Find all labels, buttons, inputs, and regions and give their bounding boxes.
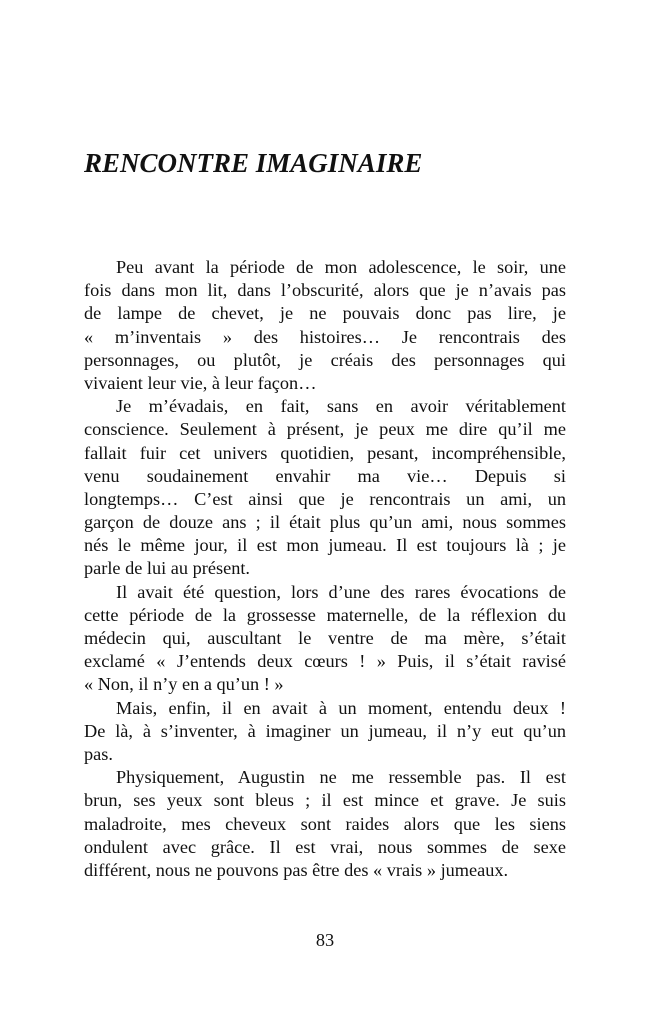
- text-line: ondulent avec grâce. Il est vrai, nous sommes de sexe: [84, 836, 566, 857]
- text-line: maladroite, mes cheveux sont raides alors que les siens: [84, 813, 566, 834]
- text-line: personnages, ou plutôt, je créais des personnages qui: [84, 349, 566, 370]
- text-line: nés le même jour, il est mon jumeau. Il est toujours là ; je: [84, 535, 566, 556]
- text-line: cette période de la grossesse maternelle, de la réflexion du: [84, 604, 566, 625]
- paragraph-4: [84, 697, 566, 767]
- chapter-title: RENCONTRE IMAGINAIRE: [84, 148, 423, 178]
- paragraph-1: [84, 256, 566, 395]
- text-line: Peu avant la période de mon adolescence, le soir, une: [116, 257, 566, 277]
- text-line: exclamé « J’entends deux cœurs ! » Puis, il s’était ravisé: [84, 651, 566, 672]
- text-line: médecin qui, auscultant le ventre de ma mère, s’était: [84, 628, 566, 648]
- text-line: venu soudainement envahir ma vie… Depuis si: [84, 465, 566, 486]
- page-number: 83: [315, 930, 335, 950]
- text-line: différent, nous ne pouvons pas être des « vrais » jumeaux.: [84, 859, 509, 880]
- text-line: « Non, il n’y en a qu’un ! »: [84, 674, 284, 695]
- paragraph-3: [84, 581, 566, 697]
- text-line: pas.: [84, 743, 113, 764]
- text-line: Mais, enfin, il en avait à un moment, entendu deux !: [116, 697, 566, 718]
- paragraph-5: [84, 766, 566, 882]
- text-line: garçon de douze ans ; il était plus qu’un ami, nous sommes: [84, 512, 566, 533]
- text-line: Je m’évadais, en fait, sans en avoir véritablement: [116, 396, 566, 417]
- text-line: brun, ses yeux sont bleus ; il est mince et grave. Je suis: [84, 790, 566, 811]
- text-line: fallait fuir cet univers quotidien, pesant, incompréhensible,: [84, 442, 566, 463]
- text-line: conscience. Seulement à présent, je peux me dire qu’il me: [84, 419, 566, 440]
- text-line: vivaient leur vie, à leur façon…: [84, 372, 317, 393]
- text-line: parle de lui au présent.: [84, 558, 250, 579]
- text-line: fois dans mon lit, dans l’obscurité, alors que je n’avais pas: [84, 280, 566, 301]
- text-line: longtemps… C’est ainsi que je rencontrais un ami, un: [84, 488, 566, 509]
- text-line: de lampe de chevet, je ne pouvais donc pas lire, je: [84, 303, 566, 324]
- text-line: Il avait été question, lors d’une des rares évocations de: [116, 581, 566, 602]
- text-line: De là, à s’inventer, à imaginer un jumeau, il n’y eut qu’un: [84, 720, 566, 741]
- paragraph-2: [84, 395, 566, 581]
- text-line: Physiquement, Augustin ne me ressemble pas. Il est: [116, 767, 566, 788]
- text-line: « m’inventais » des histoires… Je rencontrais des: [84, 326, 566, 347]
- chapter-body: [84, 256, 566, 882]
